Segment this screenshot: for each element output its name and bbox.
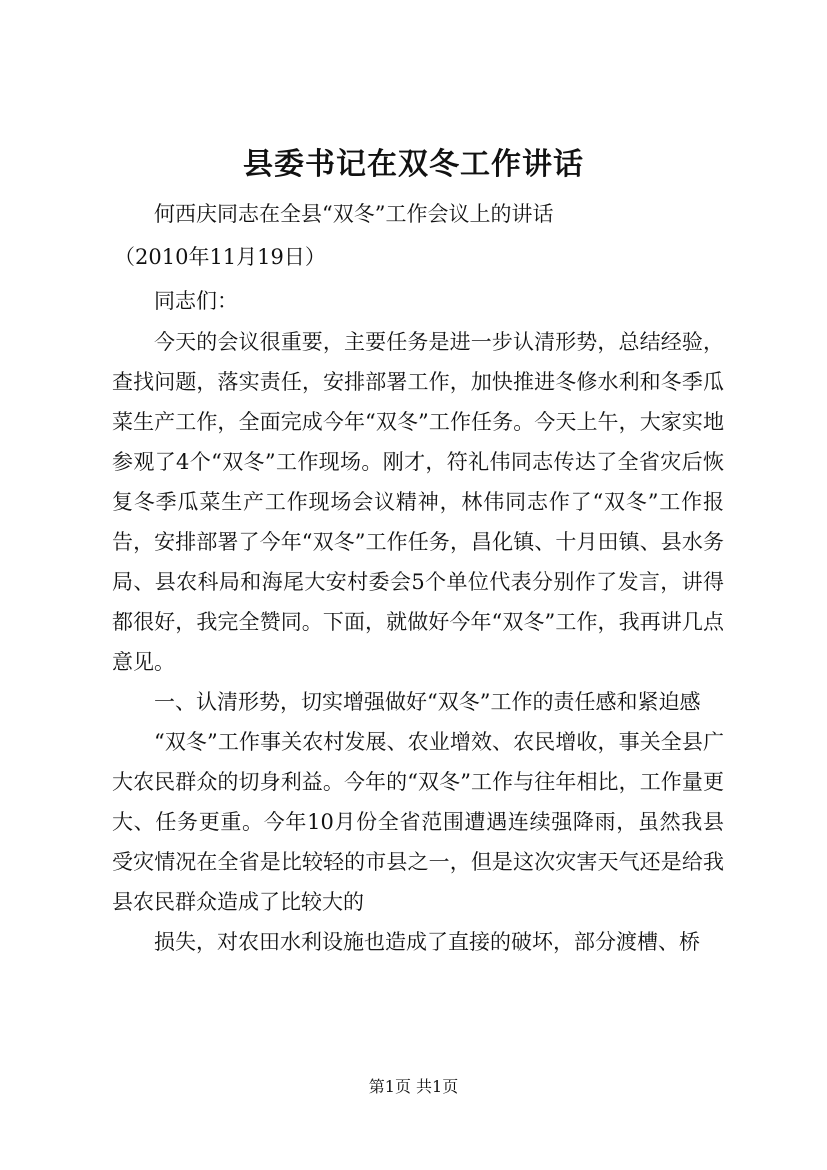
- paragraph-3: 损失，对农田水利设施也造成了直接的破坏，部分渡槽、桥: [154, 930, 700, 954]
- page-footer: 第1页 共1页: [368, 1077, 459, 1096]
- document-subtitle: 何西庆同志在全县“双冬”工作会议上的讲话: [154, 202, 554, 226]
- paragraph-2: “双冬”工作事关农村发展、农业增效、农民增收，事关全县广大农民群众的切身利益。今年的“双冬”工作与往年相比，工作量更大、任务更重。今年10月份全省范围遭遇连续强降雨，虽然我县受灾情况在全省是比较轻的市县之一，但是这次灾害天气还是给我县农民群众造成了比较大的: [112, 730, 724, 914]
- document-body: [112, 322, 724, 962]
- section-1-heading: 一、认清形势，切实增强做好“双冬”工作的责任感和紧迫感: [154, 690, 701, 714]
- document-date: （2010年11月19日）: [114, 245, 326, 269]
- paragraph-1: 今天的会议很重要，主要任务是进一步认清形势，总结经验，查找问题，落实责任，安排部署工作，加快推进冬修水利和冬季瓜菜生产工作，全面完成今年“双冬”工作任务。今天上午，大家实地参观了4个“双冬”工作现场。刚才，符礼伟同志传达了全省灾后恢复冬季瓜菜生产工作现场会议精神，林伟同志作了“双冬”工作报告，安排部署了今年“双冬”工作任务，昌化镇、十月田镇、县水务局、县农科局和海尾大安村委会5个单位代表分别作了发言，讲得都很好，我完全赞同。下面，就做好今年“双冬”工作，我再讲几点意见。: [112, 330, 724, 674]
- document-title: 县委书记在双冬工作讲话: [243, 147, 584, 182]
- salutation: 同志们：: [154, 289, 238, 313]
